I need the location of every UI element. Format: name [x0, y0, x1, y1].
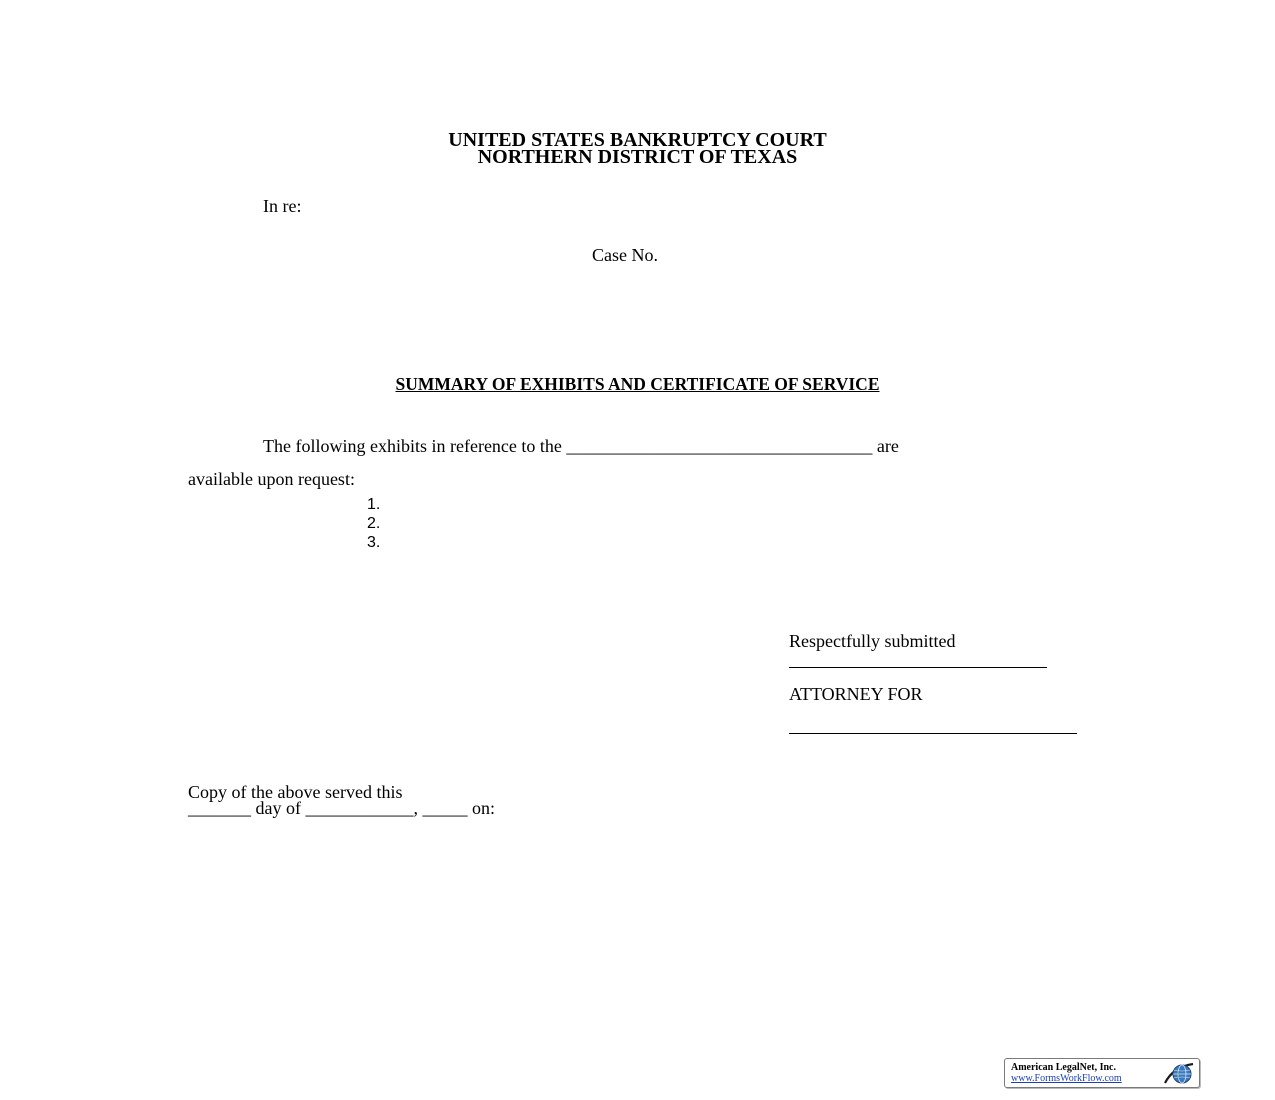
exhibit-item-3: 3.	[367, 534, 381, 551]
in-re-label: In re:	[263, 196, 302, 216]
service-line-1: Copy of the above served this	[188, 782, 403, 802]
signature-line	[789, 667, 1047, 668]
intro-suffix: are	[876, 436, 899, 456]
court-name: UNITED STATES BANKRUPTCY COURT	[448, 129, 827, 151]
court-district: NORTHERN DISTRICT OF TEXAS	[477, 146, 798, 168]
american-legalnet-logo[interactable]	[1004, 1058, 1200, 1088]
exhibit-item-1: 1.	[367, 496, 381, 513]
attorney-for-line	[789, 733, 1077, 734]
exhibit-item-2: 2.	[367, 515, 381, 532]
document-title: SUMMARY OF EXHIBITS AND CERTIFICATE OF SERVICE	[395, 374, 880, 394]
logo-company-name: American LegalNet, Inc.	[1011, 1062, 1116, 1073]
logo-url-link[interactable]: www.FormsWorkFlow.com	[1011, 1073, 1122, 1084]
globe-icon	[1163, 1061, 1195, 1085]
intro-blank: __________________________________	[566, 436, 873, 456]
intro-prefix: The following exhibits in reference to the	[263, 436, 562, 456]
service-line-2: _______ day of ____________, _____ on:	[188, 798, 495, 818]
intro-text	[263, 436, 899, 457]
intro-continuation: available upon request:	[188, 469, 355, 489]
closing-text: Respectfully submitted	[789, 631, 956, 651]
case-no-label: Case No.	[592, 245, 658, 265]
attorney-for-label: ATTORNEY FOR	[789, 684, 923, 704]
